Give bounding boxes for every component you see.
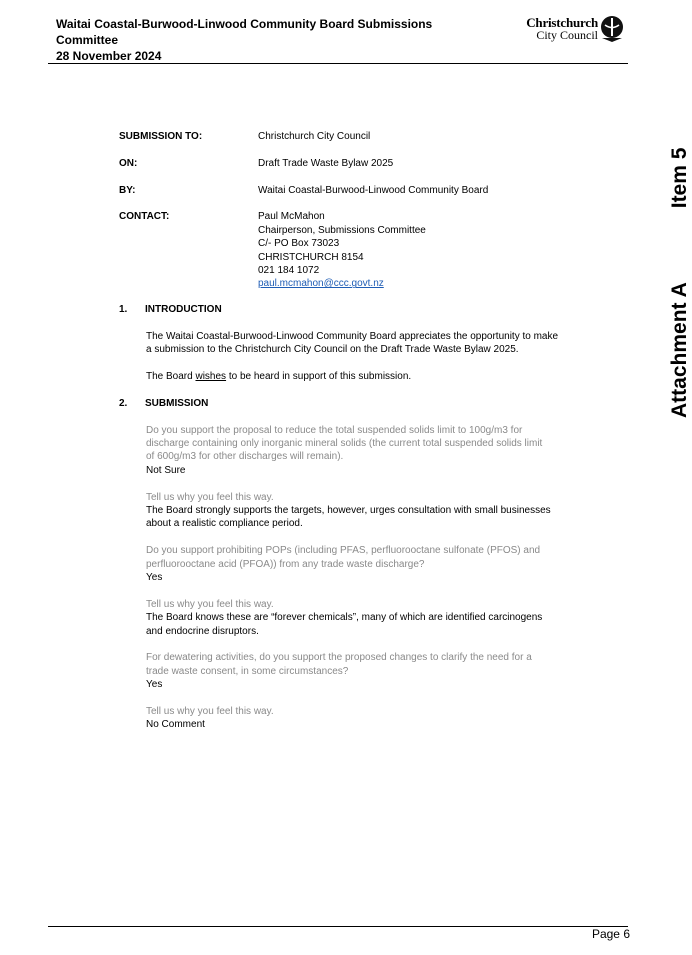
- submission-body: [119, 303, 569, 732]
- submission-meta: [119, 130, 558, 304]
- question-line: Do you support the proposal to reduce the total suspended solids limit to 100g/m3 for: [146, 424, 523, 436]
- contact-email-link[interactable]: paul.mcmahon@ccc.govt.nz: [258, 278, 384, 290]
- answer-line: Yes: [146, 572, 163, 584]
- answer-line: about a realistic compliance period.: [146, 518, 303, 530]
- meta-row-contact: [119, 210, 558, 290]
- side-label: [668, 148, 692, 418]
- question-line: Tell us why you feel this way.: [146, 598, 274, 610]
- answer-line: The Board knows these are “forever chemicals”, many of which are identified carcinogens: [146, 612, 543, 624]
- contact-line: Paul McMahon: [258, 211, 325, 223]
- qa-block-6: [146, 705, 569, 732]
- hearing-statement: [146, 370, 569, 383]
- section-title: SUBMISSION: [145, 397, 209, 409]
- meta-label: ON:: [119, 157, 138, 169]
- header-rule: [48, 63, 628, 64]
- item-label: Item 5: [668, 147, 691, 209]
- footer-rule: [48, 926, 628, 927]
- meta-value: Waitai Coastal-Burwood-Linwood Community Board: [258, 184, 489, 196]
- question-line: Do you support prohibiting POPs (including PFAS, perfluorooctane sulfonate (PFOS) and: [146, 545, 541, 557]
- section-number: 1.: [119, 304, 128, 315]
- answer-line: The Board strongly supports the targets, however, urges consultation with small businesses: [146, 505, 551, 517]
- meta-row-submission-to: [119, 130, 558, 143]
- meta-label: CONTACT:: [119, 211, 170, 223]
- question-line: of 600g/m3 for other discharges will remain).: [146, 451, 344, 463]
- question-line: Tell us why you feel this way.: [146, 491, 274, 503]
- text-span: to be heard in support of this submission.: [226, 371, 412, 382]
- question-line: Tell us why you feel this way.: [146, 706, 274, 718]
- answer-line: and endocrine disruptors.: [146, 625, 259, 637]
- contact-line: Chairperson, Submissions Committee: [258, 224, 426, 236]
- header-date: 28 November 2024: [56, 49, 162, 63]
- question-line: trade waste consent, in some circumstances?: [146, 665, 349, 677]
- contact-line: C/- PO Box 73023: [258, 238, 340, 250]
- answer-line: Not Sure: [146, 464, 186, 476]
- qa-block-1: [146, 424, 569, 478]
- section-heading-submission: [119, 397, 569, 410]
- qa-block-4: [146, 598, 569, 638]
- meta-value: Draft Trade Waste Bylaw 2025: [258, 157, 394, 169]
- attachment-label: Attachment A: [668, 282, 691, 418]
- meta-label: BY:: [119, 184, 136, 196]
- header-title-line-1: Waitai Coastal-Burwood-Linwood Community Board Submissions: [56, 17, 433, 31]
- question-line: perfluorooctane acid (PFOA)) from any trade waste discharge?: [146, 558, 425, 570]
- meta-value: Christchurch City Council: [258, 131, 371, 142]
- paragraph-line: a submission to the Christchurch City Council on the Draft Trade Waste Bylaw 2025.: [146, 344, 519, 356]
- section-title: INTRODUCTION: [145, 304, 222, 315]
- meta-label: SUBMISSION TO:: [119, 131, 203, 142]
- contact-line: CHRISTCHURCH 8154: [258, 251, 364, 263]
- qa-block-3: [146, 544, 569, 584]
- answer-line: Yes: [146, 679, 163, 691]
- contact-details: [258, 210, 558, 290]
- meta-row-by: [119, 184, 558, 197]
- question-line: discharge containing only inorganic mineral solids (the current total suspended solids limit: [146, 438, 543, 449]
- text-span: The Board: [146, 371, 196, 382]
- document-header-title: [56, 16, 476, 64]
- council-emblem-icon: [600, 16, 624, 42]
- qa-block-2: [146, 491, 569, 531]
- logo-line-1: Christchurch: [526, 15, 598, 30]
- meta-row-on: [119, 157, 558, 170]
- page-number: Page 6: [591, 927, 630, 941]
- logo-line-2: City Council: [536, 28, 598, 42]
- question-line: For dewatering activities, do you support the proposed changes to clarify the need for a: [146, 652, 532, 664]
- paragraph-line: The Waitai Coastal-Burwood-Linwood Community Board appreciates the opportunity to make: [146, 330, 559, 342]
- underlined-text: wishes: [195, 371, 227, 382]
- council-logo: [508, 16, 628, 46]
- section-heading-introduction: [119, 303, 569, 316]
- qa-block-5: [146, 651, 569, 691]
- section-number: 2.: [119, 397, 128, 409]
- header-title-line-2: Committee: [56, 33, 119, 47]
- introduction-paragraph: [146, 330, 569, 357]
- answer-line: No Comment: [146, 719, 205, 731]
- contact-line: 021 184 1072: [258, 265, 320, 277]
